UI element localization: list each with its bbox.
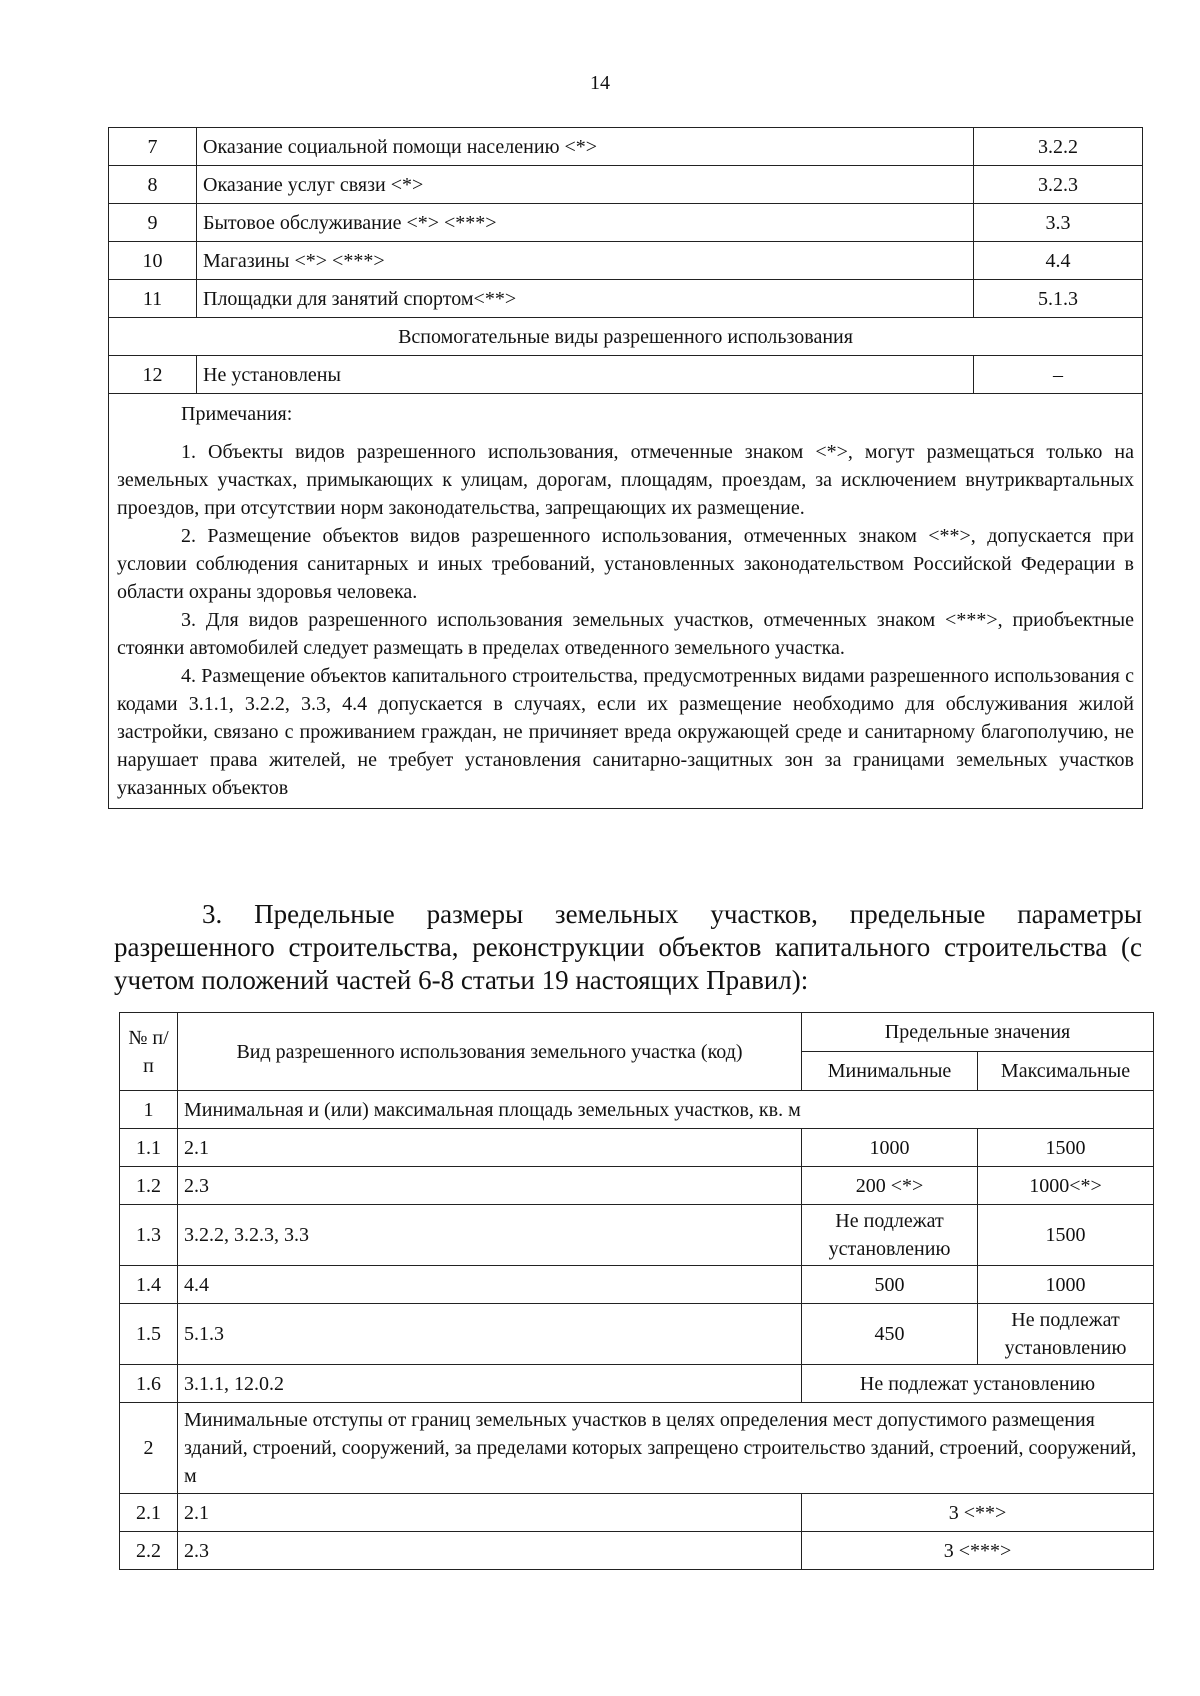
max-value: 1000: [978, 1266, 1154, 1304]
combined-value: Не подлежат установлению: [802, 1365, 1154, 1403]
row-number: 11: [109, 280, 197, 318]
use-code: 2.1: [178, 1129, 802, 1167]
notes-cell: [109, 394, 1143, 809]
permitted-uses-table: [108, 127, 1143, 809]
header-limits: Предельные значения: [802, 1013, 1154, 1052]
note-item: 4. Размещение объектов капитального строительства, предусмотренных видами разрешенного использования с кодами 3.1.1, 3.2.2, 3.3, 4.4 допускается в случаях, если их размещение необходимо для обслуживания жилой застройки, связано с проживанием граждан, не причиняет вреда окружающей среде и санитарному благополучию, не нарушает права жителей, не требует установления санитарно-защитных зон за границами земельных участков указанных объектов: [117, 665, 1134, 799]
table-row: [109, 242, 1143, 280]
max-value: Не подлежат установлению: [978, 1304, 1154, 1365]
use-name: Магазины <*> <***>: [197, 242, 974, 280]
combined-value: 3 <***>: [802, 1532, 1154, 1570]
limits-table: [119, 1012, 1154, 1570]
use-code: 4.4: [178, 1266, 802, 1304]
table-row: [120, 1266, 1154, 1304]
table-row: [109, 356, 1143, 394]
use-code: 3.2.2: [974, 128, 1143, 166]
row-number: 8: [109, 166, 197, 204]
note-item: 3. Для видов разрешенного использования земельных участков, отмеченных знаком <***>, приобъектные стоянки автомобилей следует размещать в пределах отведенного земельного участка.: [117, 609, 1134, 659]
row-number: 1.1: [120, 1129, 178, 1167]
table-row: [120, 1129, 1154, 1167]
min-value: Не подлежат установлению: [802, 1205, 978, 1266]
min-value: 450: [802, 1304, 978, 1365]
use-name: Оказание услуг связи <*>: [197, 166, 974, 204]
max-value: 1500: [978, 1205, 1154, 1266]
table-row: [109, 280, 1143, 318]
row-number: 2.1: [120, 1494, 178, 1532]
row-number: 1.3: [120, 1205, 178, 1266]
use-code: 2.3: [178, 1167, 802, 1205]
row-number: 7: [109, 128, 197, 166]
table-row: [109, 128, 1143, 166]
use-name: Бытовое обслуживание <*> <***>: [197, 204, 974, 242]
header-num: № п/п: [120, 1013, 178, 1091]
max-value: 1000<*>: [978, 1167, 1154, 1205]
header-row: [120, 1013, 1154, 1052]
use-code: 4.4: [974, 242, 1143, 280]
header-max: Максимальные: [978, 1052, 1154, 1091]
row-number: 1.2: [120, 1167, 178, 1205]
header-min: Минимальные: [802, 1052, 978, 1091]
table-row: [120, 1304, 1154, 1365]
row-number: 9: [109, 204, 197, 242]
use-code: 3.2.2, 3.2.3, 3.3: [178, 1205, 802, 1266]
use-code: 5.1.3: [178, 1304, 802, 1365]
aux-header-row: [109, 318, 1143, 356]
use-code: 2.1: [178, 1494, 802, 1532]
note-item: 2. Размещение объектов видов разрешенного использования, отмеченных знаком <**>, допускается при условии соблюдения санитарных и иных требований, установленных законодательством Российской Федерации в области охраны здоровья человека.: [117, 525, 1134, 603]
use-code: 3.2.3: [974, 166, 1143, 204]
use-name: Не установлены: [197, 356, 974, 394]
group-label: Минимальная и (или) максимальная площадь земельных участков, кв. м: [178, 1091, 1154, 1129]
table-row: [109, 204, 1143, 242]
row-number: 12: [109, 356, 197, 394]
row-number: 1.4: [120, 1266, 178, 1304]
section-3-text: 3. Предельные размеры земельных участков, предельные параметры разрешенного строительства, реконструкции объектов капитального строительства (с учетом положений частей 6-8 статьи 19 настоящих Правил):: [114, 899, 1142, 995]
row-number: 10: [109, 242, 197, 280]
row-number: 1.6: [120, 1365, 178, 1403]
min-value: 200 <*>: [802, 1167, 978, 1205]
group-label: Минимальные отступы от границ земельных участков в целях определения мест допустимого размещения зданий, строений, сооружений, за пределами которых запрещено строительство зданий, строений, сооружений, м: [178, 1403, 1154, 1494]
table-row: [109, 166, 1143, 204]
notes-title: Примечания:: [181, 403, 293, 425]
use-code: 3.3: [974, 204, 1143, 242]
table-row: [120, 1365, 1154, 1403]
note-item: 1. Объекты видов разрешенного использования, отмеченные знаком <*>, могут размещаться только на земельных участках, примыкающих к улицам, дорогам, площадям, проездам, за исключением внутриквартальных проездов, при отсутствии норм законодательства, запрещающих их размещение.: [117, 441, 1134, 519]
row-number: 1.5: [120, 1304, 178, 1365]
use-code: 2.3: [178, 1532, 802, 1570]
use-code: 5.1.3: [974, 280, 1143, 318]
min-value: 500: [802, 1266, 978, 1304]
aux-header: Вспомогательные виды разрешенного использования: [109, 318, 1143, 356]
section-3: [114, 898, 1142, 997]
use-name: Площадки для занятий спортом<**>: [197, 280, 974, 318]
use-code: –: [974, 356, 1143, 394]
row-number: 1: [120, 1091, 178, 1129]
notes-row: [109, 394, 1143, 809]
group-row: [120, 1403, 1154, 1494]
table-row: [120, 1167, 1154, 1205]
use-name: Оказание социальной помощи населению <*>: [197, 128, 974, 166]
page-number: 14: [590, 72, 610, 94]
table-row: [120, 1494, 1154, 1532]
table-row: [120, 1532, 1154, 1570]
group-row: [120, 1091, 1154, 1129]
min-value: 1000: [802, 1129, 978, 1167]
table-row: [120, 1205, 1154, 1266]
row-number: 2: [120, 1403, 178, 1494]
max-value: 1500: [978, 1129, 1154, 1167]
combined-value: 3 <**>: [802, 1494, 1154, 1532]
header-type: Вид разрешенного использования земельного участка (код): [178, 1013, 802, 1091]
row-number: 2.2: [120, 1532, 178, 1570]
use-code: 3.1.1, 12.0.2: [178, 1365, 802, 1403]
